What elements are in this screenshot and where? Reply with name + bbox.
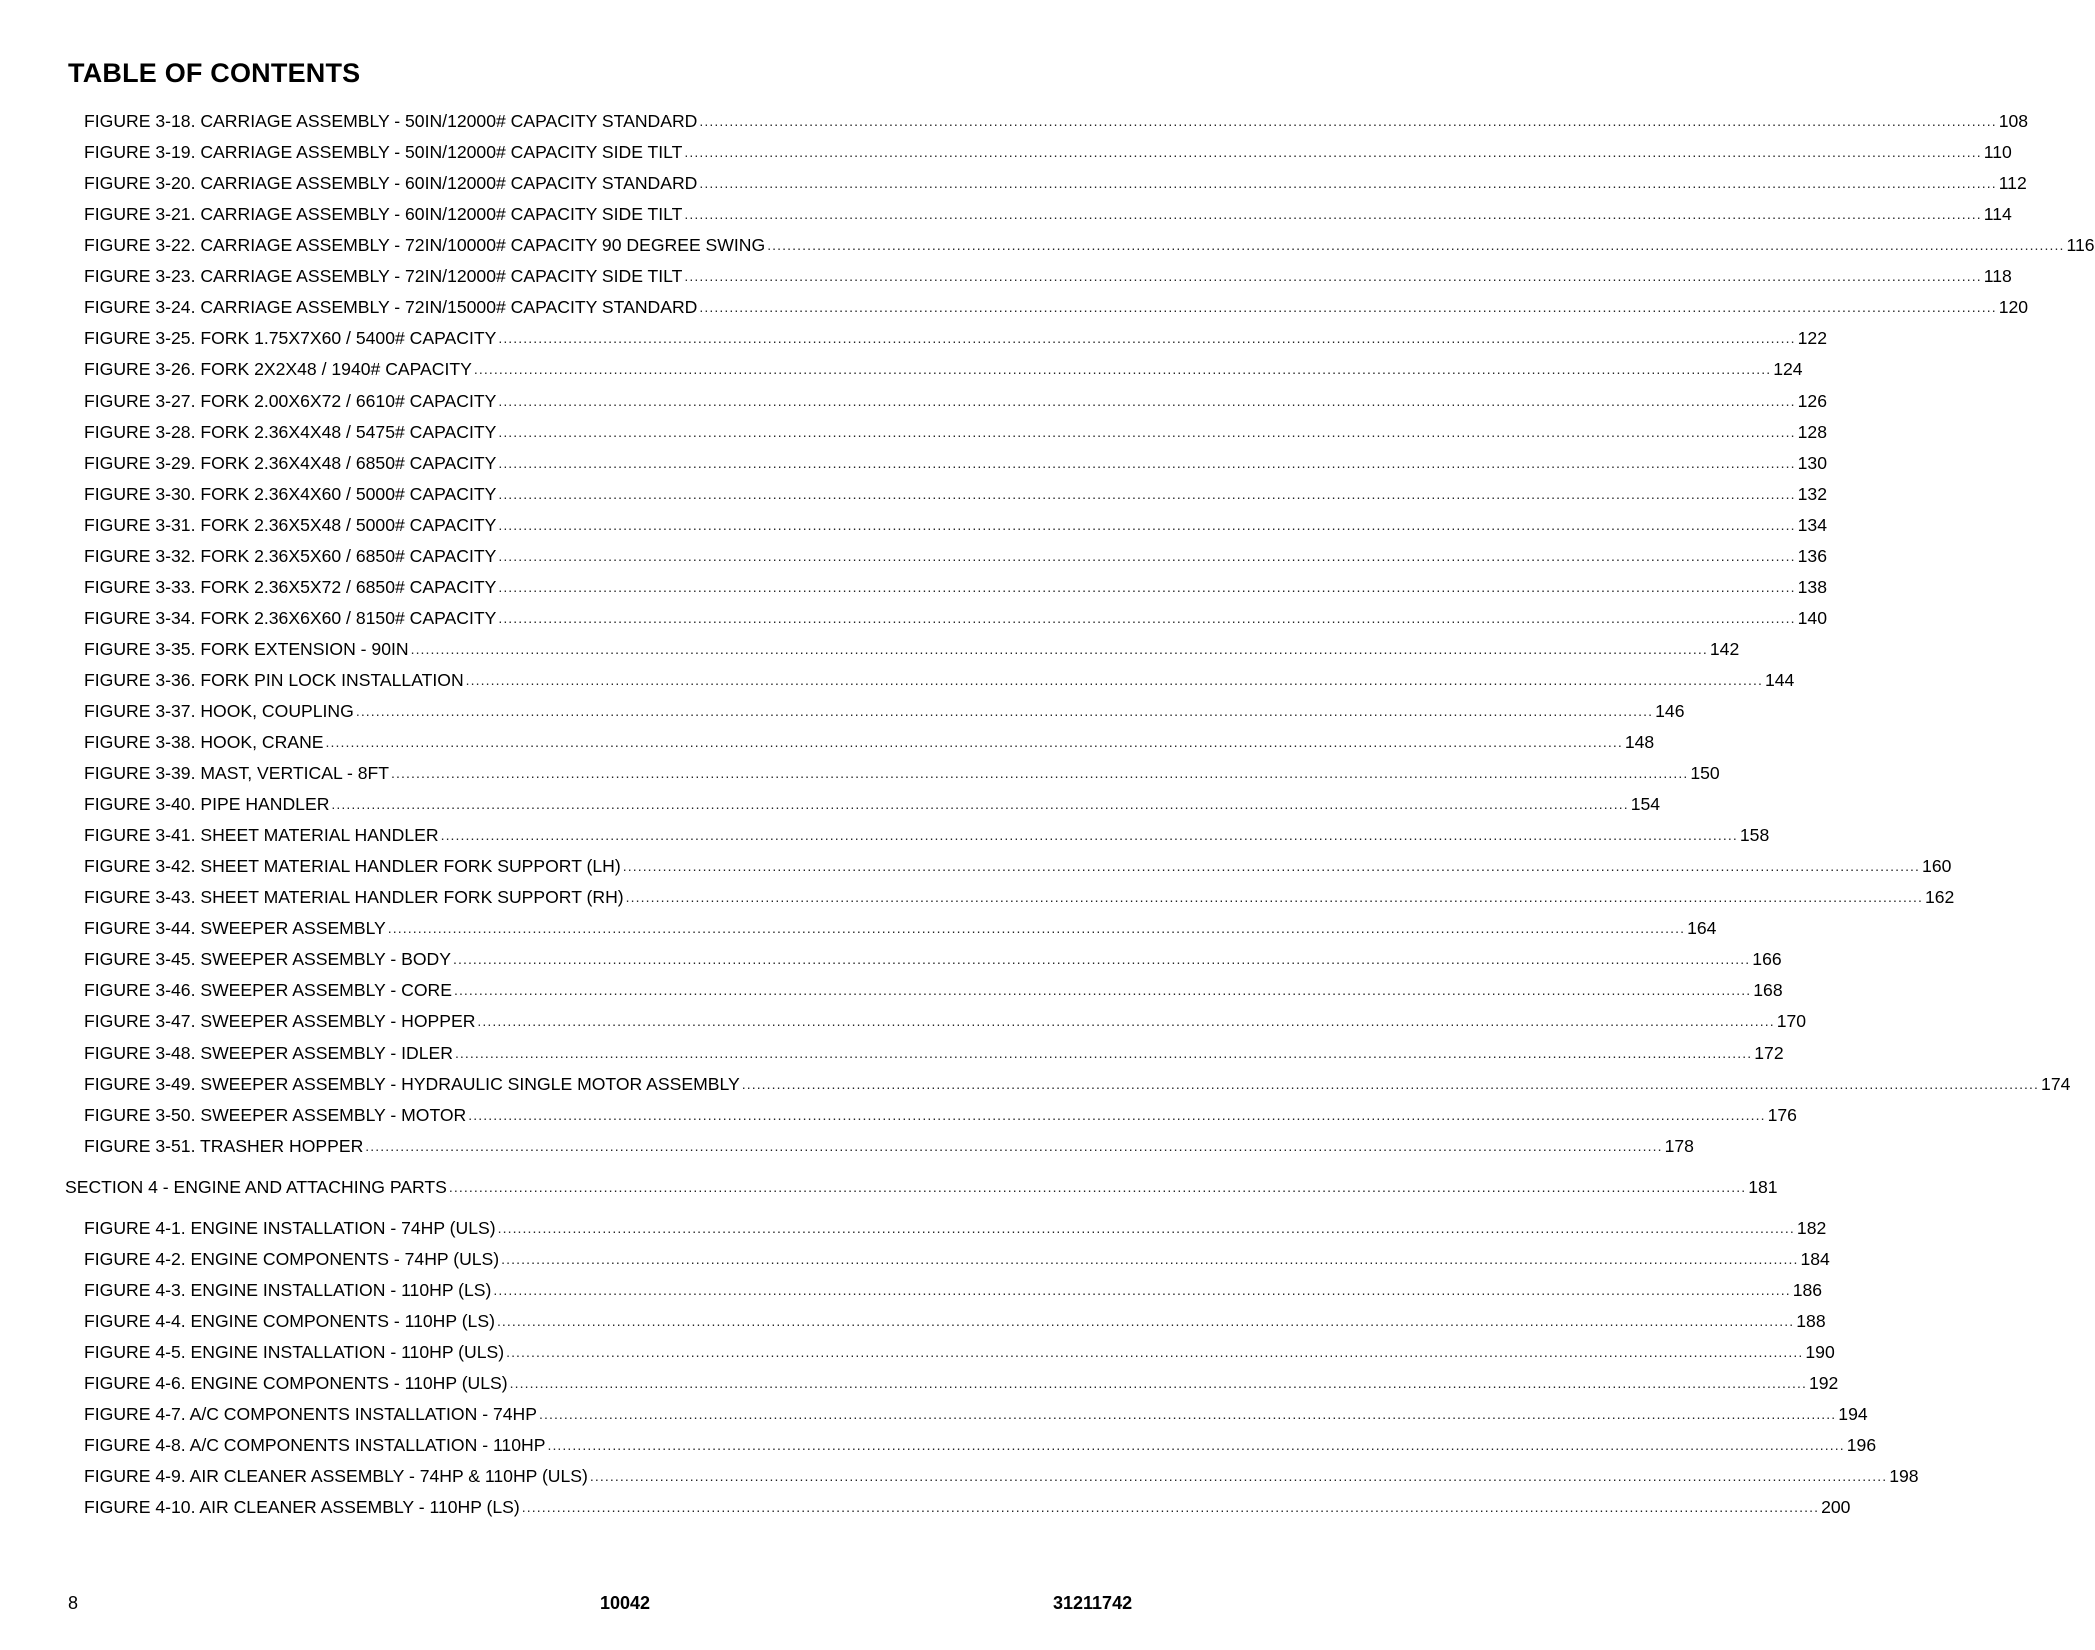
toc-figure-entry[interactable] <box>84 356 1803 380</box>
toc-entry-label: FIGURE 3-29. FORK 2.36X4X48 / 6850# CAPACITY <box>84 452 497 473</box>
toc-entry-label: FIGURE 4-10. AIR CLEANER ASSEMBLY - 110HP (LS) <box>84 1497 520 1518</box>
toc-entry-label: FIGURE 4-6. ENGINE COMPONENTS - 110HP (ULS) <box>84 1373 508 1393</box>
dot-leader: .................................................................................................................................................................................................................................................................... <box>684 144 1982 161</box>
toc-entry-label: FIGURE 4-2. ENGINE COMPONENTS - 74HP (ULS) <box>84 1248 500 1269</box>
toc-entry-page: 108 <box>1998 111 2029 131</box>
toc-entry-label: FIGURE 3-49. SWEEPER ASSEMBLY - HYDRAULIC SINGLE MOTOR ASSEMBLY <box>84 1073 740 1094</box>
footer-doc-code: 10042 <box>600 1593 651 1613</box>
toc-entry-label: FIGURE 3-23. CARRIAGE ASSEMBLY - 72IN/12000# CAPACITY SIDE TILT <box>84 266 683 287</box>
toc-entry-page: 158 <box>1739 825 1770 846</box>
dot-leader: .................................................................................................................................................................................................................................................................... <box>452 951 1751 968</box>
toc-entry-page: 196 <box>1846 1435 1877 1456</box>
toc-figure-entry[interactable] <box>84 1277 1823 1301</box>
dot-leader: .................................................................................................................................................................................................................................................................... <box>521 1499 1820 1516</box>
toc-entry-label: FIGURE 3-34. FORK 2.36X6X60 / 8150# CAPACITY <box>84 607 497 628</box>
toc-entry-page: 130 <box>1797 452 1827 473</box>
toc-entry-page: 188 <box>1796 1310 1826 1331</box>
dot-leader: .................................................................................................................................................................................................................................................................... <box>355 702 1654 719</box>
toc-entry-page: 181 <box>1748 1176 1778 1197</box>
toc-entry-label: FIGURE 3-33. FORK 2.36X5X72 / 6850# CAPACITY <box>84 576 497 597</box>
toc-entry-label: FIGURE 3-41. SHEET MATERIAL HANDLER <box>84 825 439 846</box>
toc-figure-entry[interactable] <box>84 170 2027 194</box>
dot-leader: .................................................................................................................................................................................................................................................................... <box>365 1137 1663 1154</box>
dot-leader: .................................................................................................................................................................................................................................................................... <box>684 268 1982 285</box>
toc-entry-label: FIGURE 3-31. FORK 2.36X5X48 / 5000# CAPACITY <box>84 514 497 535</box>
toc-figure-entry[interactable] <box>84 232 2095 256</box>
dot-leader: .................................................................................................................................................................................................................................................................... <box>741 1075 2040 1092</box>
toc-figure-entry[interactable] <box>84 325 1827 349</box>
toc-figure-entry[interactable] <box>84 1246 1830 1270</box>
toc-figure-entry[interactable] <box>84 481 1827 505</box>
toc-entry-label: FIGURE 3-18. CARRIAGE ASSEMBLY - 50IN/12000# CAPACITY STANDARD <box>84 111 698 131</box>
toc-figure-entry[interactable] <box>84 1102 1797 1126</box>
dot-leader: .................................................................................................................................................................................................................................................................... <box>622 858 1921 875</box>
toc-figure-entry[interactable] <box>84 574 1827 598</box>
toc-figure-entry[interactable] <box>84 1040 1784 1064</box>
dot-leader: .................................................................................................................................................................................................................................................................... <box>453 982 1752 999</box>
dot-leader: .................................................................................................................................................................................................................................................................... <box>498 609 1796 626</box>
toc-entry-label: FIGURE 3-35. FORK EXTENSION - 90IN <box>84 638 409 659</box>
toc-figure-entry[interactable] <box>84 263 2012 287</box>
toc-entry-label: FIGURE 3-21. CARRIAGE ASSEMBLY - 60IN/12000# CAPACITY SIDE TILT <box>84 204 683 225</box>
toc-entry-page: 154 <box>1630 794 1661 815</box>
toc-entry-label: FIGURE 3-50. SWEEPER ASSEMBLY - MOTOR <box>84 1104 467 1125</box>
toc-entry-label: FIGURE 3-40. PIPE HANDLER <box>84 794 330 815</box>
toc-entry-label: FIGURE 4-1. ENGINE INSTALLATION - 74HP (ULS) <box>84 1217 496 1238</box>
toc-entry-label: FIGURE 3-26. FORK 2X2X48 / 1940# CAPACITY <box>84 359 472 380</box>
dot-leader: .................................................................................................................................................................................................................................................................... <box>699 113 1997 129</box>
toc-entry-page: 140 <box>1797 607 1827 628</box>
toc-entry-page: 172 <box>1754 1042 1784 1063</box>
toc-entry-label: FIGURE 3-38. HOOK, CRANE <box>84 732 324 752</box>
dot-leader: .................................................................................................................................................................................................................................................................... <box>501 1250 1799 1267</box>
toc-entry-page: 174 <box>2041 1073 2071 1094</box>
toc-entry-page: 168 <box>1753 980 1783 1001</box>
toc-entry-label: FIGURE 3-27. FORK 2.00X6X72 / 6610# CAPACITY <box>84 390 497 411</box>
toc-entry-page: 164 <box>1687 918 1717 939</box>
dot-leader: .................................................................................................................................................................................................................................................................... <box>498 330 1796 347</box>
dot-leader: .................................................................................................................................................................................................................................................................... <box>498 516 1796 533</box>
dot-leader: .................................................................................................................................................................................................................................................................... <box>767 237 2065 254</box>
toc-figure-entry[interactable] <box>84 822 1770 846</box>
toc-entry-page: 162 <box>1924 887 1955 908</box>
dot-leader: .................................................................................................................................................................................................................................................................... <box>331 796 1629 813</box>
dot-leader: .................................................................................................................................................................................................................................................................... <box>410 640 1708 657</box>
toc-entry-page: 176 <box>1767 1104 1797 1125</box>
toc-figure-entry[interactable] <box>84 1432 1877 1456</box>
toc-figure-entry[interactable] <box>84 1133 1694 1157</box>
dot-leader: .................................................................................................................................................................................................................................................................... <box>498 578 1796 595</box>
toc-entry-label: FIGURE 3-36. FORK PIN LOCK INSTALLATION <box>84 669 464 690</box>
toc-entry-page: 198 <box>1889 1466 1919 1487</box>
toc-figure-entry[interactable] <box>84 1339 1835 1363</box>
toc-entry-label: FIGURE 3-44. SWEEPER ASSEMBLY <box>84 918 386 939</box>
dot-leader: .................................................................................................................................................................................................................................................................... <box>325 734 1623 750</box>
toc-figure-entry[interactable] <box>84 108 2029 132</box>
toc-entry-label: FIGURE 4-9. AIR CLEANER ASSEMBLY - 74HP & 110HP (ULS) <box>84 1466 588 1487</box>
toc-figure-entry[interactable] <box>84 419 1827 443</box>
dot-leader: .................................................................................................................................................................................................................................................................... <box>493 1281 1791 1298</box>
toc-figure-entry[interactable] <box>84 667 1795 691</box>
toc-entry-page: 126 <box>1797 390 1827 411</box>
dot-leader: .................................................................................................................................................................................................................................................................... <box>477 1013 1775 1030</box>
toc-figure-entry[interactable] <box>84 729 1655 753</box>
toc-entry-page: 194 <box>1838 1404 1868 1424</box>
toc-entry-page: 128 <box>1797 421 1827 442</box>
page-title: TABLE OF CONTENTS <box>68 58 361 88</box>
toc-entry-page: 182 <box>1796 1217 1827 1238</box>
dot-leader: .................................................................................................................................................................................................................................................................... <box>625 889 1923 906</box>
toc-entry-page: 166 <box>1752 949 1782 970</box>
toc-figure-entry[interactable] <box>84 791 1661 815</box>
toc-figure-entry[interactable] <box>84 1463 1919 1487</box>
toc-entry-page: 138 <box>1797 576 1827 597</box>
toc-entry-page: 190 <box>1805 1341 1835 1362</box>
toc-entry-label: FIGURE 4-5. ENGINE INSTALLATION - 110HP (ULS) <box>84 1341 505 1362</box>
toc-entry-label: FIGURE 3-48. SWEEPER ASSEMBLY - IDLER <box>84 1042 453 1063</box>
dot-leader: .................................................................................................................................................................................................................................................................... <box>448 1178 1747 1195</box>
dot-leader: .................................................................................................................................................................................................................................................................... <box>465 671 1763 688</box>
dot-leader: .................................................................................................................................................................................................................................................................... <box>454 1044 1753 1061</box>
toc-entry-page: 170 <box>1776 1011 1807 1032</box>
toc-figure-entry[interactable] <box>84 1008 1807 1032</box>
toc-figure-entry[interactable] <box>84 1071 2071 1095</box>
toc-entry-label: FIGURE 3-37. HOOK, COUPLING <box>84 700 354 721</box>
toc-entry-page: 120 <box>1998 297 2029 318</box>
toc-figure-entry[interactable] <box>84 605 1827 629</box>
toc-entry-label: FIGURE 3-39. MAST, VERTICAL - 8FT <box>84 763 390 783</box>
footer-part-number: 31211742 <box>1053 1593 1133 1613</box>
dot-leader: .................................................................................................................................................................................................................................................................... <box>684 206 1982 223</box>
toc-figure-entry[interactable] <box>84 698 1685 722</box>
dot-leader: .................................................................................................................................................................................................................................................................... <box>589 1468 1888 1485</box>
toc-entry-page: 160 <box>1922 856 1952 877</box>
dot-leader: .................................................................................................................................................................................................................................................................... <box>498 485 1796 502</box>
toc-figure-entry[interactable] <box>84 543 1827 567</box>
toc-entry-page: 116 <box>2066 235 2095 256</box>
toc-entry-page: 122 <box>1797 328 1827 349</box>
toc-entry-page: 178 <box>1664 1135 1694 1156</box>
toc-entry-page: 186 <box>1792 1279 1823 1300</box>
toc-entry-label: SECTION 4 - ENGINE AND ATTACHING PARTS <box>65 1176 447 1197</box>
toc-entry-page: 118 <box>1983 266 2012 287</box>
toc-entry-label: FIGURE 3-47. SWEEPER ASSEMBLY - HOPPER <box>84 1011 476 1032</box>
toc-entry-label: FIGURE 3-32. FORK 2.36X5X60 / 6850# CAPACITY <box>84 545 497 566</box>
toc-figure-entry[interactable] <box>84 760 1720 784</box>
dot-leader: .................................................................................................................................................................................................................................................................... <box>498 392 1796 409</box>
toc-entry-page: 142 <box>1709 638 1740 659</box>
toc-entry-label: FIGURE 3-30. FORK 2.36X4X60 / 5000# CAPACITY <box>84 483 497 504</box>
dot-leader: .................................................................................................................................................................................................................................................................... <box>699 175 1997 192</box>
toc-section-entry[interactable] <box>65 1174 1778 1198</box>
toc-entry-page: 112 <box>1998 173 2027 194</box>
toc-entry-page: 150 <box>1690 763 1720 783</box>
toc-entry-page: 146 <box>1655 700 1685 721</box>
dot-leader: .................................................................................................................................................................................................................................................................... <box>547 1437 1845 1454</box>
toc-entry-label: FIGURE 3-42. SHEET MATERIAL HANDLER FORK SUPPORT (LH) <box>84 856 621 877</box>
toc-figure-entry[interactable] <box>84 1494 1851 1518</box>
toc-entry-page: 184 <box>1800 1248 1830 1269</box>
toc-entry-label: FIGURE 4-8. A/C COMPONENTS INSTALLATION - 110HP <box>84 1435 546 1456</box>
toc-figure-entry[interactable] <box>84 201 2012 225</box>
dot-leader: .................................................................................................................................................................................................................................................................... <box>497 1219 1795 1236</box>
toc-entry-label: FIGURE 4-3. ENGINE INSTALLATION - 110HP (LS) <box>84 1279 492 1300</box>
toc-entry-label: FIGURE 3-22. CARRIAGE ASSEMBLY - 72IN/10000# CAPACITY 90 DEGREE SWING <box>84 235 766 256</box>
toc-entry-page: 136 <box>1797 545 1827 566</box>
toc-entry-label: FIGURE 3-45. SWEEPER ASSEMBLY - BODY <box>84 949 451 970</box>
toc-entry-page: 200 <box>1821 1497 1851 1518</box>
toc-entry-label: FIGURE 3-20. CARRIAGE ASSEMBLY - 60IN/12000# CAPACITY STANDARD <box>84 173 698 194</box>
toc-figure-entry[interactable] <box>84 1401 1868 1425</box>
toc-figure-entry[interactable] <box>84 977 1783 1001</box>
toc-entry-page: 124 <box>1773 359 1803 380</box>
toc-entry-page: 148 <box>1624 732 1655 752</box>
dot-leader: .................................................................................................................................................................................................................................................................... <box>538 1406 1837 1422</box>
dot-leader: .................................................................................................................................................................................................................................................................... <box>509 1375 1807 1391</box>
dot-leader: .................................................................................................................................................................................................................................................................... <box>498 454 1796 471</box>
dot-leader: .................................................................................................................................................................................................................................................................... <box>387 920 1686 937</box>
toc-entry-page: 192 <box>1808 1373 1839 1393</box>
toc-figure-entry[interactable] <box>84 1370 1839 1394</box>
toc-entry-page: 134 <box>1797 514 1827 535</box>
dot-leader: .................................................................................................................................................................................................................................................................... <box>391 765 1689 781</box>
dot-leader: .................................................................................................................................................................................................................................................................... <box>468 1106 1766 1123</box>
toc-figure-entry[interactable] <box>84 139 2012 163</box>
dot-leader: .................................................................................................................................................................................................................................................................... <box>473 361 1772 378</box>
toc-entry-label: FIGURE 4-4. ENGINE COMPONENTS - 110HP (LS) <box>84 1310 495 1331</box>
toc-entry-label: FIGURE 3-24. CARRIAGE ASSEMBLY - 72IN/15000# CAPACITY STANDARD <box>84 297 698 318</box>
toc-entry-label: FIGURE 4-7. A/C COMPONENTS INSTALLATION - 74HP <box>84 1404 537 1424</box>
toc-entry-label: FIGURE 3-43. SHEET MATERIAL HANDLER FORK SUPPORT (RH) <box>84 887 624 908</box>
toc-figure-entry[interactable] <box>84 512 1827 536</box>
toc-figure-entry[interactable] <box>84 636 1740 660</box>
toc-entry-label: FIGURE 3-28. FORK 2.36X4X48 / 5475# CAPACITY <box>84 421 497 442</box>
toc-entry-page: 114 <box>1983 204 2012 225</box>
toc-figure-entry[interactable] <box>84 294 2029 318</box>
toc-entry-page: 144 <box>1764 669 1795 690</box>
toc-figure-entry[interactable] <box>84 388 1827 412</box>
dot-leader: .................................................................................................................................................................................................................................................................... <box>498 423 1796 440</box>
toc-entry-page: 110 <box>1983 142 2012 163</box>
dot-leader: .................................................................................................................................................................................................................................................................... <box>506 1343 1804 1360</box>
dot-leader: .................................................................................................................................................................................................................................................................... <box>699 299 1997 316</box>
dot-leader: .................................................................................................................................................................................................................................................................... <box>498 547 1796 564</box>
toc-figure-entry[interactable] <box>84 853 1952 877</box>
toc-figure-entry[interactable] <box>84 1308 1826 1332</box>
dot-leader: .................................................................................................................................................................................................................................................................... <box>496 1312 1795 1329</box>
toc-entry-label: FIGURE 3-46. SWEEPER ASSEMBLY - CORE <box>84 980 452 1001</box>
toc-figure-entry[interactable] <box>84 884 1955 908</box>
toc-figure-entry[interactable] <box>84 915 1717 939</box>
dot-leader: .................................................................................................................................................................................................................................................................... <box>440 827 1738 844</box>
toc-entry-page: 132 <box>1797 483 1827 504</box>
toc-entry-label: FIGURE 3-25. FORK 1.75X7X60 / 5400# CAPACITY <box>84 328 497 349</box>
toc-entry-label: FIGURE 3-19. CARRIAGE ASSEMBLY - 50IN/12000# CAPACITY SIDE TILT <box>84 142 683 163</box>
toc-figure-entry[interactable] <box>84 450 1827 474</box>
toc-figure-entry[interactable] <box>84 1215 1827 1239</box>
toc-figure-entry[interactable] <box>84 946 1782 970</box>
footer-page-number: 8 <box>68 1593 79 1613</box>
toc-entry-label: FIGURE 3-51. TRASHER HOPPER <box>84 1135 364 1156</box>
